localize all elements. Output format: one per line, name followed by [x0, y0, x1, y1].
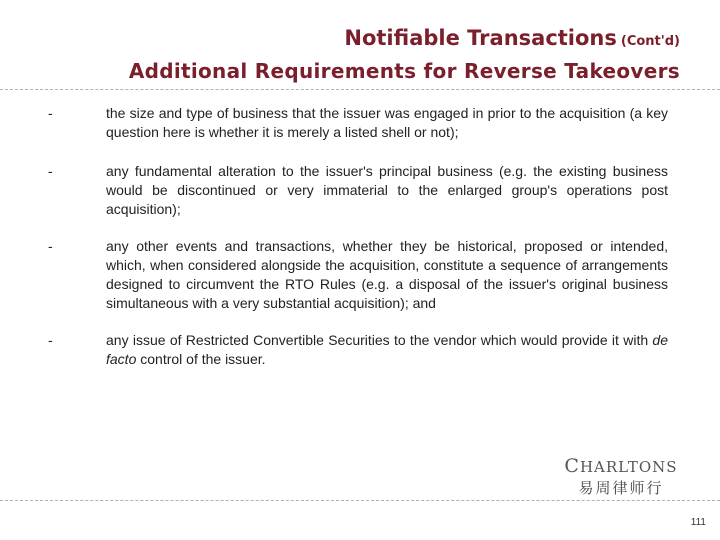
bullet-marker: -	[48, 163, 53, 179]
bullet-marker: -	[48, 105, 53, 121]
slide-title-block	[129, 24, 680, 86]
bullet-item	[48, 162, 668, 219]
title-suffix: (Cont'd)	[620, 34, 680, 49]
page-number: 111	[690, 517, 706, 528]
logo-initial: C	[564, 455, 580, 477]
logo-rest: HARLTONS	[579, 458, 678, 476]
bullet-item	[48, 237, 668, 313]
logo-chinese-name: 易周律师行	[578, 479, 664, 497]
title-main: Notifiable Transactions	[344, 26, 617, 50]
bullet-text	[106, 331, 668, 369]
bullet-marker: -	[48, 238, 53, 254]
bullet-list	[48, 104, 668, 369]
bullet-text: any other events and transactions, whether they be historical, proposed or intended, which, when considered alongside the acquisition, constitute a sequence of arrangements designed to circumvent the RTO Rules (e.g. a disposal of the issuer's original business simultaneous with a very substantial acquisition); and	[106, 238, 668, 311]
slide-subtitle: Additional Requirements for Reverse Takeovers	[128, 59, 680, 83]
slide-title	[129, 24, 680, 56]
bullet-marker: -	[48, 332, 53, 348]
bullet-item	[48, 331, 668, 369]
top-divider	[0, 89, 720, 90]
bottom-divider	[0, 500, 720, 501]
bullet-text-part: control of the issuer.	[136, 351, 266, 367]
charltons-logo	[556, 455, 686, 498]
bullet-text: any fundamental alteration to the issuer's principal business (e.g. the existing business would be discontinued or very immaterial to the enlarged group's operations post acquisition);	[106, 163, 668, 217]
bullet-item	[48, 104, 668, 142]
bullet-text: the size and type of business that the issuer was engaged in prior to the acquisition (a key question here is whether it is merely a listed shell or not);	[106, 105, 668, 140]
bullet-text-part: any issue of Restricted Convertible Securities to the vendor which would provide it with	[106, 332, 653, 348]
bullet-text-italic: de facto	[106, 332, 668, 367]
logo-wordmark	[556, 455, 686, 478]
